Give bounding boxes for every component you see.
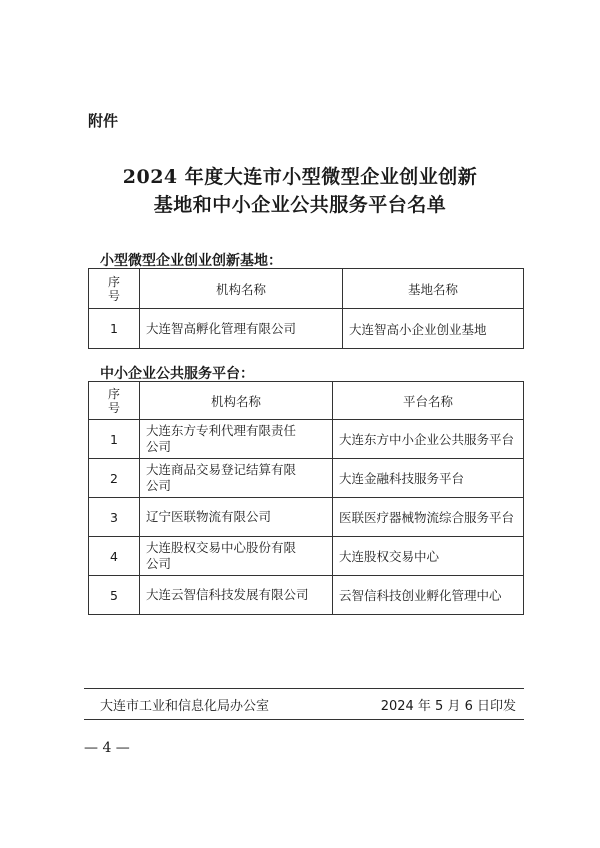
footer-top-rule <box>84 688 524 689</box>
row-org-line-2: 公司 <box>146 478 172 493</box>
base-name-header: 基地名称 <box>343 269 524 309</box>
org-header: 机构名称 <box>140 269 343 309</box>
section-heading-platforms: 中小企业公共服务平台： <box>100 366 254 382</box>
org-header: 机构名称 <box>140 382 333 420</box>
row-name: 大连金融科技服务平台 <box>333 459 524 498</box>
table-row <box>89 309 524 349</box>
index-header <box>89 269 140 309</box>
index-header-bottom: 号 <box>107 288 120 303</box>
index-header-top: 序 <box>107 386 120 401</box>
footer-bottom-rule <box>84 719 524 720</box>
index-header-top: 序 <box>107 274 120 289</box>
row-name: 医联医疗器械物流综合服务平台 <box>333 498 524 537</box>
row-index: 2 <box>89 459 140 498</box>
row-org-line-2: 公司 <box>146 556 172 571</box>
page-number: — 4 — <box>84 740 130 756</box>
row-index: 4 <box>89 537 140 576</box>
table-header-row <box>89 269 524 309</box>
row-org: 大连智高孵化管理有限公司 <box>140 309 343 349</box>
table-row <box>89 537 524 576</box>
row-org-line-1: 大连云智信科技发展有限公司 <box>146 587 309 602</box>
table-row <box>89 459 524 498</box>
table-row <box>89 576 524 615</box>
platform-name-header: 平台名称 <box>333 382 524 420</box>
row-index: 3 <box>89 498 140 537</box>
row-org-line-1: 大连东方专利代理有限责任 <box>146 423 297 438</box>
footer-date: 2024 年 5 月 6 日印发 <box>380 699 516 714</box>
table-row <box>89 498 524 537</box>
platforms-table <box>88 381 524 615</box>
row-index: 5 <box>89 576 140 615</box>
section-heading-bases: 小型微型企业创业创新基地： <box>100 253 282 269</box>
row-index: 1 <box>89 420 140 459</box>
row-org <box>140 459 333 498</box>
row-org-line-2: 公司 <box>146 439 172 454</box>
row-name: 大连东方中小企业公共服务平台 <box>333 420 524 459</box>
row-org <box>140 576 333 615</box>
row-name: 大连股权交易中心 <box>333 537 524 576</box>
row-org <box>140 498 333 537</box>
row-org <box>140 537 333 576</box>
row-org <box>140 420 333 459</box>
table-header-row <box>89 382 524 420</box>
bases-table <box>88 268 524 349</box>
document-title-line-1: 2024 年度大连市小型微型企业创业创新 <box>122 166 478 188</box>
index-header <box>89 382 140 420</box>
row-org-line-1: 大连股权交易中心股份有限 <box>146 540 297 555</box>
row-org-line-1: 辽宁医联物流有限公司 <box>146 509 272 524</box>
row-name: 云智信科技创业孵化管理中心 <box>333 576 524 615</box>
footer-issuer: 大连市工业和信息化局办公室 <box>100 699 270 714</box>
row-index: 1 <box>89 309 140 349</box>
table-row <box>89 420 524 459</box>
document-title-line-2: 基地和中小企业公共服务平台名单 <box>153 194 447 216</box>
row-name: 大连智高小企业创业基地 <box>343 309 524 349</box>
index-header-bottom: 号 <box>107 400 120 415</box>
attachment-label: 附件 <box>88 112 119 130</box>
row-org-line-1: 大连商品交易登记结算有限 <box>146 462 297 477</box>
